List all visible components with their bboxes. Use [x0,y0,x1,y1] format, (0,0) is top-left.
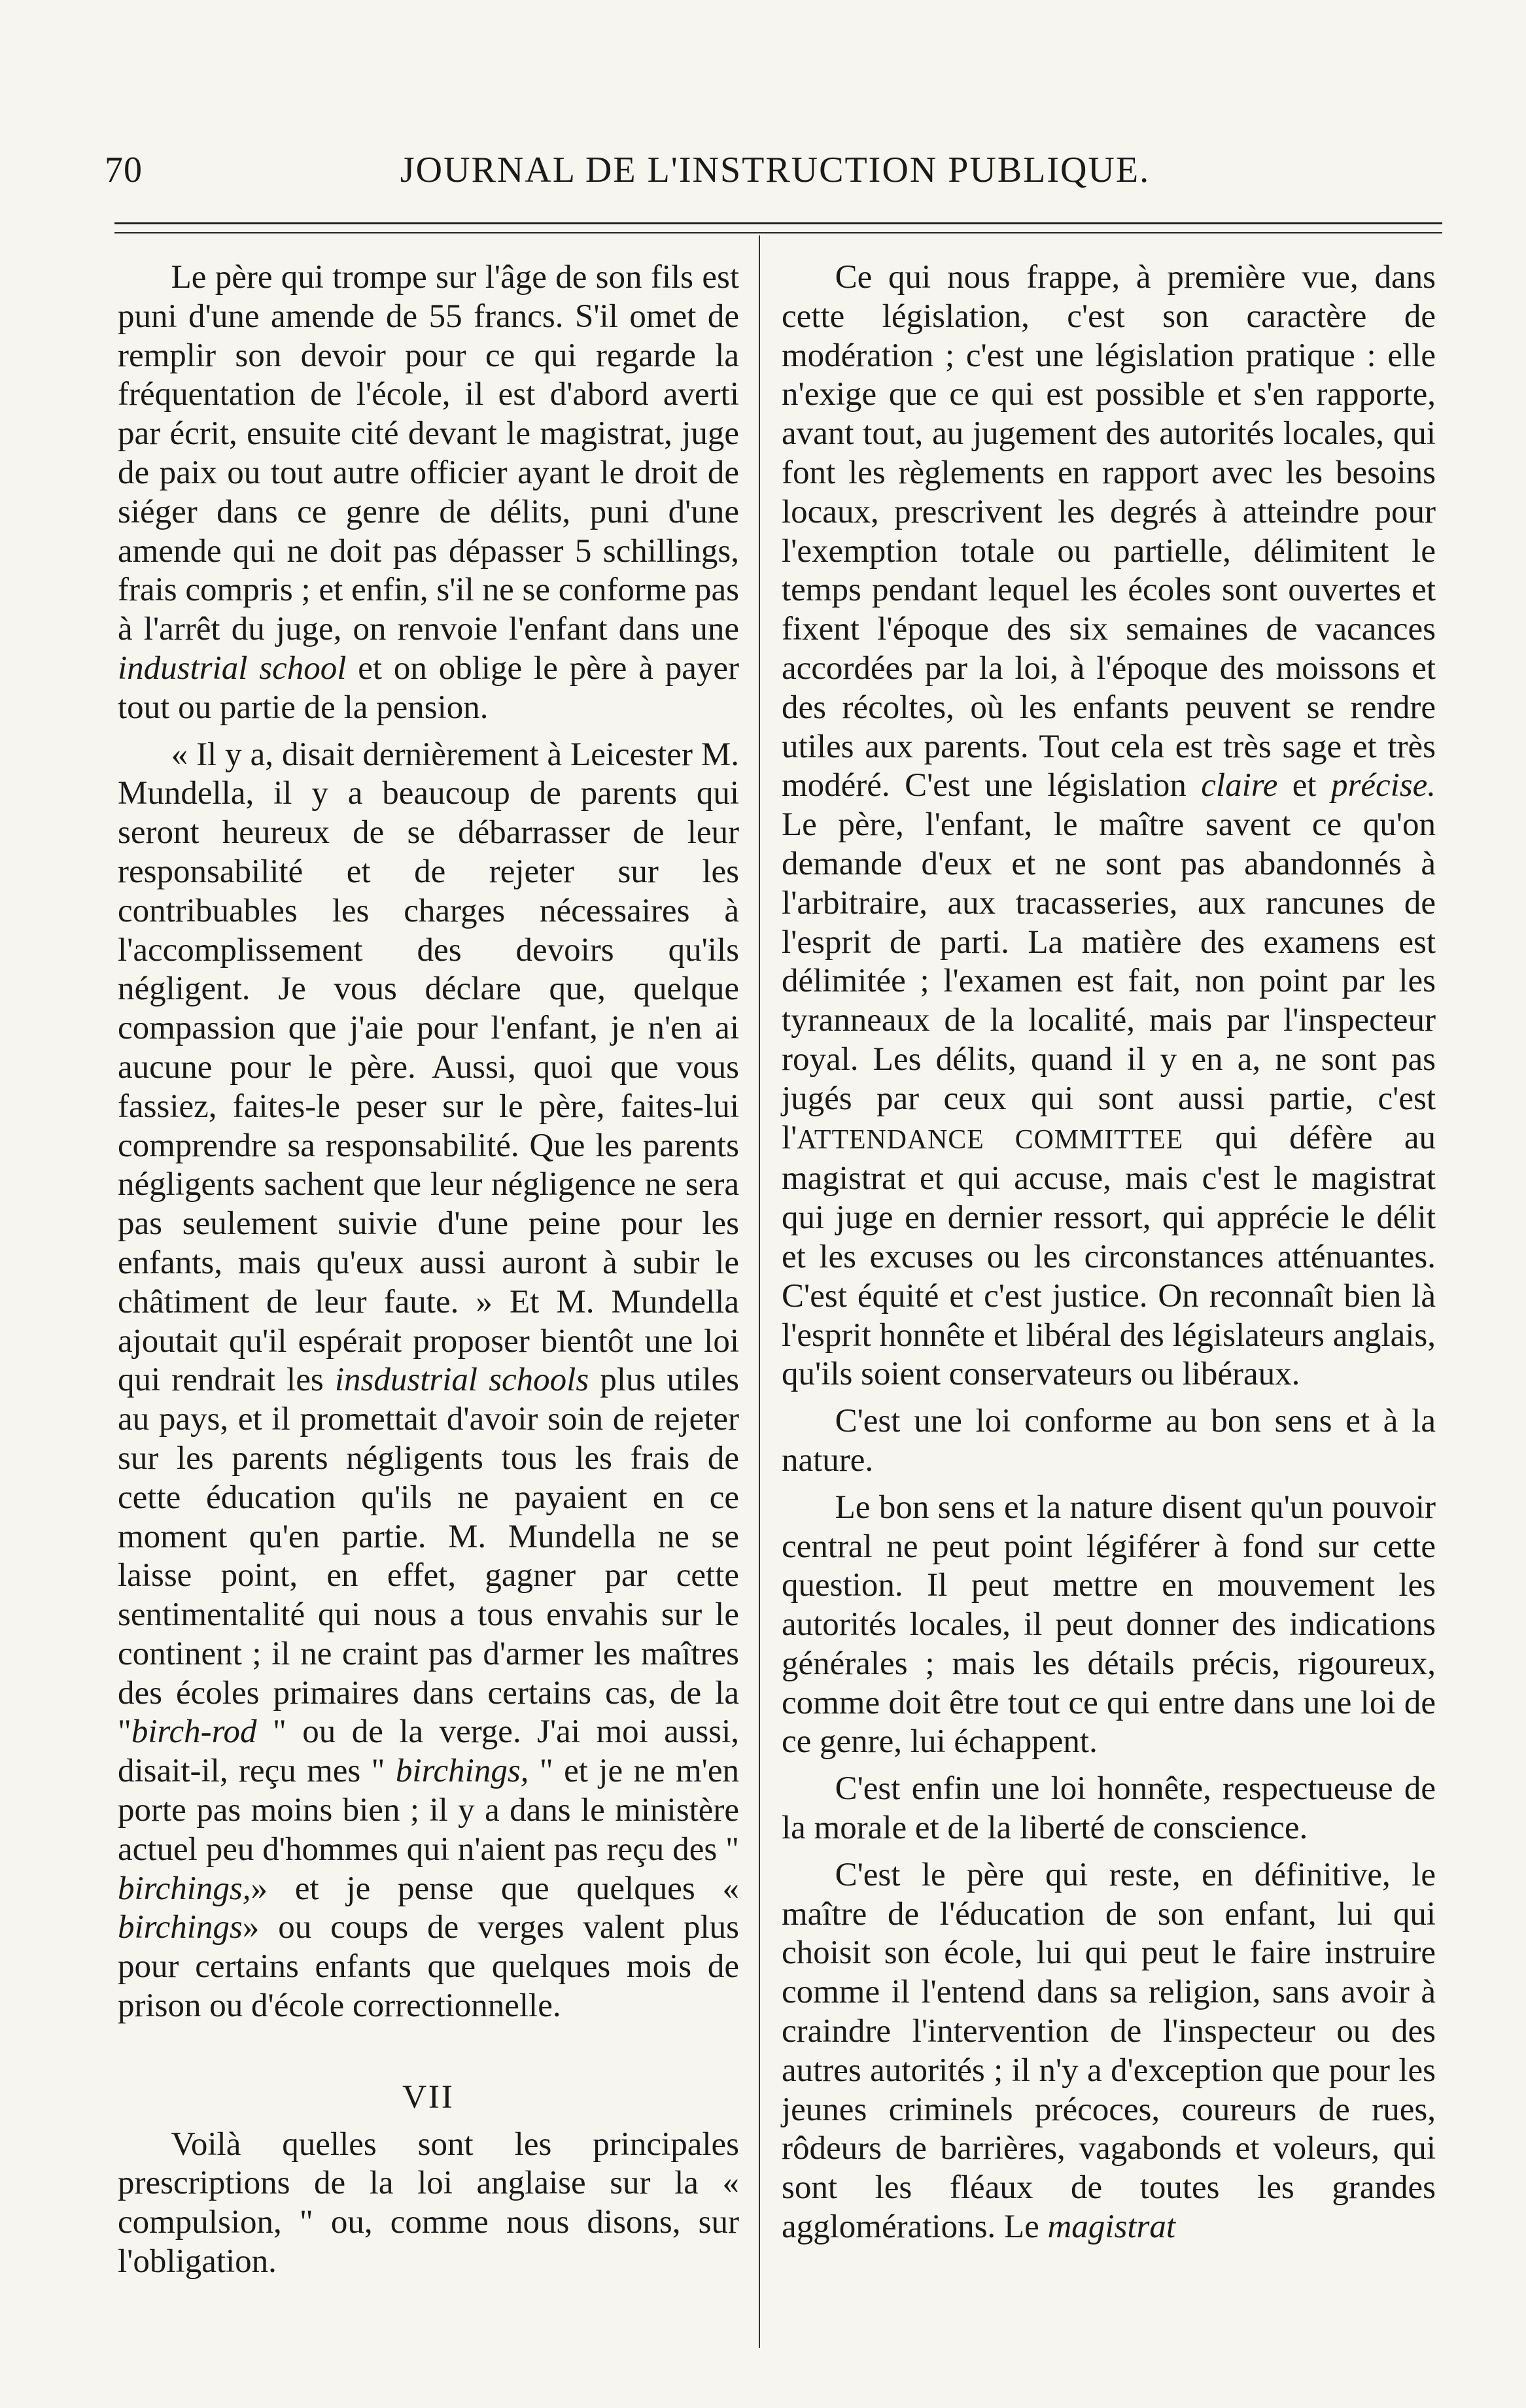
page-header [105,149,1446,208]
paragraph: Voilà quelles sont les principales prescriptions de la loi anglaise sur la « compulsion, " ou, comme nous disons, sur l'obligation. [118,2125,739,2280]
paragraph: C'est le père qui reste, en définitive, le maître de l'éducation de son enfant, lui qui choisit son école, lui qui peut le faire instruire comme il l'entend dans sa religion, sans avoir à craindre l'intervention de l'inspecteur ou des autres autorités ; il n'y a d'exception que pour les jeunes criminels précoces, coureurs de rues, rôdeurs de barrières, vagabonds et voleurs, qui sont les fléaux de toutes les grandes agglomérations. Le magistrat [782,1856,1436,2246]
section-heading: VII [402,2078,455,2116]
paragraph: C'est une loi conforme au bon sens et à la nature. [782,1403,1436,1479]
running-title: JOURNAL DE L'INSTRUCTION PUBLIQUE. [400,150,1151,190]
paragraph: Ce qui nous frappe, à première vue, dans cette législation, c'est son caractère de modération ; c'est une législation pratique : elle n'exige que ce qui est possible et s'en rapporte, avant tout, au jugement des autorités locales, qui font les règlements en rapport avec les besoins locaux, prescrivent les degrés à atteindre pour l'exemption totale ou partielle, délimitent le temps pendant lequel les écoles sont ouvertes et fixent l'époque des six semaines de vacances accordées par la loi, à l'époque des moissons et des récoltes, où les enfants peuvent se rendre utiles aux parents. Tout cela est très sage et très modéré. C'est une législation claire et précise. Le père, l'enfant, le maître savent ce qu'on demande d'eux et ne sont pas abandonnés à l'arbitraire, aux tracasseries, aux rancunes de l'esprit de parti. La matière des examens est délimitée ; l'examen est fait, non point par les tyranneaux de la localité, mais par l'inspecteur royal. Les délits, quand il y en a, ne sont pas jugés par ceux qui sont aussi partie, c'est l'ATTENDANCE COMMITTEE qui défère au magistrat et qui accuse, mais c'est le magistrat qui juge en dernier ressort, qui apprécie le délit et les excuses ou les circonstances atténuantes. C'est équité et c'est justice. On reconnaît bien là l'esprit honnête et libéral des législateurs anglais, qu'ils soient conservateurs ou libéraux. [782,259,1436,1393]
column-divider [759,235,760,2348]
header-double-rule [114,222,1442,233]
page-number: 70 [105,150,143,190]
paragraph: Le père qui trompe sur l'âge de son fils est puni d'une amende de 55 francs. S'il omet de remplir son devoir pour ce qui regarde la fréquentation de l'école, il est d'abord averti par écrit, ensuite cité devant le magistrat, juge de paix ou tout autre officier ayant le droit de siéger dans ce genre de délits, puni d'une amende qui ne doit pas dépasser 5 schillings, frais compris ; et enfin, s'il ne se conforme pas à l'arrêt du juge, on renvoie l'enfant dans une industrial school et on oblige le père à payer tout ou partie de la pension. [118,259,740,726]
paragraph: Le bon sens et la nature disent qu'un pouvoir central ne peut point légiférer à fond sur cette question. Il peut mettre en mouvement les autorités locales, il peut donner des indications générales ; mais les détails précis, rigoureux, comme doit être tout ce qui entre dans une loi de ce genre, lui échappent. [782,1488,1436,1761]
right-column [782,258,1436,2247]
paragraph-quote: « Il y a, disait dernièrement à Leicester M. Mundella, il y a beaucoup de parents qui seront heureux de se débarrasser de leur responsabilité et de rejeter sur les contribuables les charges nécessaires à l'accomplissement des devoirs qu'ils négligent. Je vous déclare que, quelque compassion que j'aie pour l'enfant, je n'en ai aucune pour le père. Aussi, quoi que vous fassiez, faites-le peser sur le père, faites-lui comprendre sa responsabilité. Que les parents négligents sachent que leur négligence ne sera pas seulement suivie d'une peine pour les enfants, mais qu'eux aussi auront à subir le châtiment de leur faute. » Et M. Mundella ajoutait qu'il espérait proposer bientôt une loi qui rendrait les insdustrial schools plus utiles au pays, et il promettait d'avoir soin de rejeter sur les parents négligents tous les frais de cette éducation qu'ils ne payaient en ce moment qu'en partie. M. Mundella ne se laisse point, en effet, gagner par cette sentimentalité qui nous a tous envahis sur le continent ; il ne craint pas d'armer les maîtres des écoles primaires dans certains cas, de la "birch-rod " ou de la verge. J'ai moi aussi, disait-il, reçu mes " birchings, " et je ne m'en porte pas moins bien ; il y a dans le ministère actuel peu d'hommes qui n'aient pas reçu des " birchings,» et je pense que quelques « birchings» ou coups de verges valent plus pour certains enfants que quelques mois de prison ou d'école correctionnelle. [118,736,740,2025]
paragraph: C'est enfin une loi honnête, respectueuse de la morale et de la liberté de conscience. [782,1770,1436,1847]
left-column [118,258,739,2282]
